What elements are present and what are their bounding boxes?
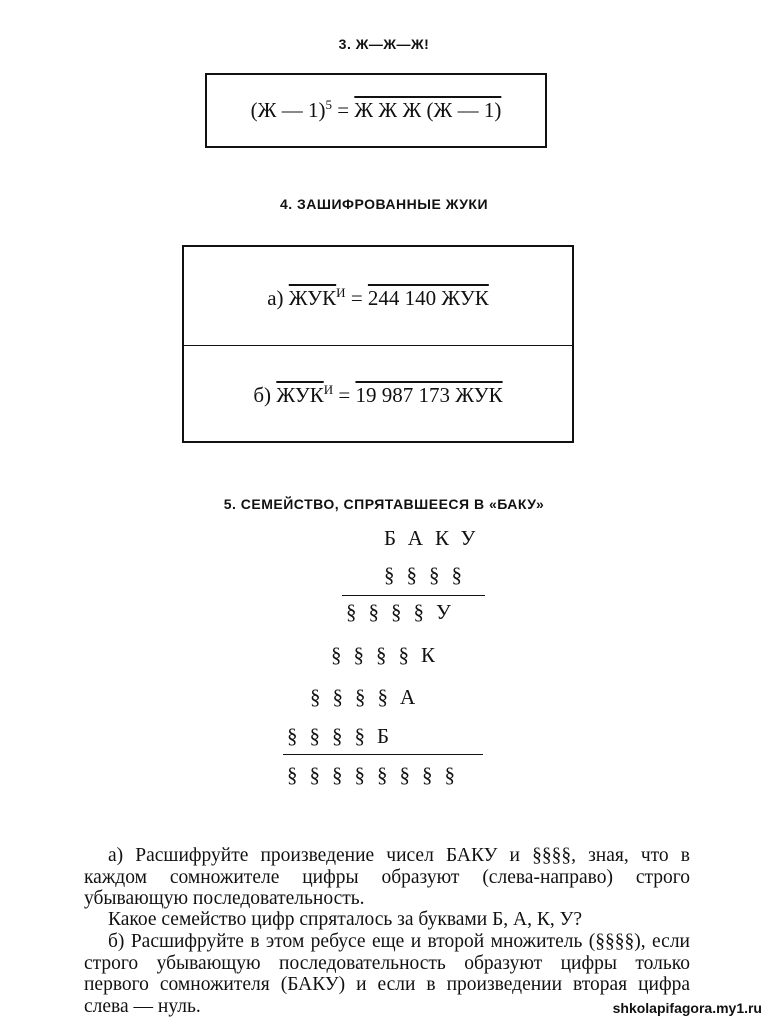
multiplicand-row: БАКУ [384, 526, 488, 550]
section-5-heading: 5. СЕМЕЙСТВО, СПРЯТАВШЕЕСЯ В «БАКУ» [223, 496, 545, 512]
formula-3-left: (Ж — 1) [250, 98, 326, 122]
multiplier-row: §§§§ [384, 563, 474, 587]
section-3-heading: 3. Ж—Ж—Ж! [338, 36, 430, 52]
formula-4a-prefix: а) [267, 286, 289, 310]
formula-4a-exponent: И [336, 285, 346, 300]
formula-4b-equals: = [333, 383, 356, 407]
formula-4b [184, 382, 572, 408]
multiplication-line [342, 595, 485, 596]
formula-4b-exponent: И [323, 382, 334, 397]
formula-3 [207, 97, 545, 123]
formula-4a-base: ЖУК [288, 286, 337, 310]
paragraph-a: а) Расшифруйте произведение чисел БАКУ и §§§§, зная, что в каждом сомножителе цифры образуют (слева-направо) строго убывающую последовательность. [84, 845, 690, 909]
watermark: shkolapifagora.my1.ru [612, 1000, 762, 1016]
formula-box-3 [205, 73, 547, 148]
formula-4b-prefix: б) [253, 383, 277, 407]
formula-4a [184, 285, 572, 311]
formula-4a-rhs: 244 140 ЖУК [367, 286, 489, 310]
partial-product-row-1: §§§§У [346, 600, 463, 624]
formula-3-equals: = [331, 98, 355, 122]
formula-4a-equals: = [345, 286, 368, 310]
partial-product-row-4: §§§§Б [287, 724, 402, 748]
partial-product-row-2: §§§§К [331, 643, 448, 667]
formula-4b-rhs: 19 987 173 ЖУК [355, 383, 503, 407]
section-4-heading: 4. ЗАШИФРОВАННЫЕ ЖУКИ [279, 196, 489, 212]
formula-4b-base: ЖУК [276, 383, 324, 407]
paragraph-b: б) Расшифруйте в этом ребусе еще и второй множитель (§§§§), если строго убывающую последовательность образуют цифры только первого сомножителя (БАКУ) и если в произведении вторая цифра слева — нуль. [84, 931, 690, 1017]
box-divider [184, 345, 572, 346]
formula-box-4 [182, 245, 574, 443]
paragraph-question: Какое семейство цифр спряталось за буквами Б, А, К, У? [108, 909, 583, 930]
partial-product-row-3: §§§§А [310, 685, 428, 709]
product-row: §§§§§§§§ [287, 763, 467, 787]
sum-line [283, 754, 483, 755]
formula-3-right: Ж Ж Ж (Ж — 1) [354, 98, 502, 122]
formula-3-exponent: 5 [325, 97, 332, 112]
